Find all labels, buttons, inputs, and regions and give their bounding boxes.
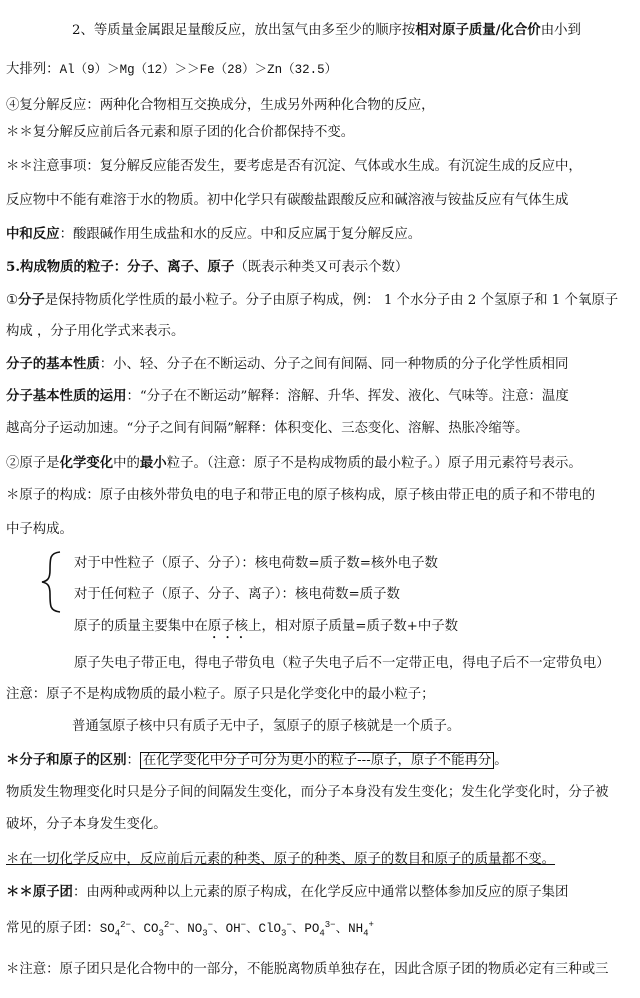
line-atomic-group-def: ＊＊原子团：由两种或两种以上元素的原子构成，在化学反应中通常以整体参加反应的原子集团 [6,884,569,900]
line-hydrogen-nucleus: 普通氢原子核中只有质子无中子，氢原子的原子核就是一个质子。 [72,719,461,734]
ion-list [99,919,374,939]
ion-formula: $PO_4^{3-}$、 [304,919,349,939]
line-molecule-properties: 分子的基本性质：小、轻、分子在不断运动、分子之间有间隔、同一种物质的分子化学性质相同 [6,356,569,372]
line-molecule-applications-cont: 越高分子运动加速。“分子之间有间隔”解释：体积变化、三态变化、溶解、热胀冷缩等。 [6,421,529,436]
ion-formula: $NH_4^+$ [348,919,374,939]
line-molecule-def: ①分子是保持物质化学性质的最小粒子。分子由原子构成，例： 1 个水分子由 2 个氢原子和 1 个氧原子 [6,292,619,308]
line-common-atomic-groups: 常见的原子团：$SO_4^{2-}$、$CO_3^{2-}$、$NO_3^-$、OH−、ClO$_3$−、$PO_4^{3-}$、$NH_4^+$ [6,919,374,939]
line-conservation: ＊在一切化学反应中，反应前后元素的种类、原子的种类、原子的数目和原子的质量都不变。 [6,852,556,867]
ion-formula: $CO_3^{2-}$、 [143,919,188,939]
ion-formula: OH−、 [225,919,259,936]
line-molecule-def-cont: 构成 ，分子用化学式来表示。 [6,324,185,339]
section-heading-particles: 5.构成物质的粒子：分子、离子、原子（既表示种类又可表示个数） [6,259,409,275]
left-brace-icon [40,550,62,614]
line-precautions: ＊＊注意事项：复分解反应能否发生，要考虑是否有沉淀、气体或水生成。有沉淀生成的反应中， [6,159,582,174]
line-atom-structure: ＊原子的构成：原子由核外带负电的电子和带正电的原子核构成，原子核由带正电的质子和不带电的 [6,488,596,503]
line-metal-sequence: 大排列：Al（9）＞Mg（12）＞＞Fe（28）＞Zn（32.5） [6,62,338,77]
line-precautions-cont: 反应物中不能有难溶于水的物质。初中化学只有碳酸盐跟酸反应和碱溶液与铵盐反应有气体生成 [6,193,569,208]
line-atom-def: ②原子是化学变化中的最小粒子。（注意：原子不是构成物质的最小粒子。）原子用元素符号表示。 [6,455,582,471]
line-atom-structure-cont: 中子构成。 [6,522,73,537]
line-atomic-group-note: ＊注意：原子团只是化合物中的一部分，不能脱离物质单独存在，因此含原子团的物质必定有三种或三 [6,962,609,977]
line-metal-hydrogen-order: 2、等质量金属跟足量酸反应，放出氢气由多至少的顺序按相对原子质量/化合价由小到 [72,22,581,38]
line-valence-unchanged: ＊＊复分解反应前后各元素和原子团的化合价都保持不变。 [6,125,355,140]
line-any-particle-rule: 对于任何粒子（原子、分子、离子）：核电荷数=质子数 [74,587,400,602]
line-physical-change: 物质发生物理变化时只是分子间的间隔发生变化，而分子本身没有发生变化；发生化学变化时，分子被 [6,785,609,800]
line-double-decomposition-def: ④复分解反应：两种化合物相互交换成分，生成另外两种化合物的反应， [6,98,435,113]
line-molecule-atom-difference: ＊分子和原子的区别： 在化学变化中分子可分为更小的粒子---原子，原子不能再分 。 [6,752,508,768]
line-neutral-particle-rule: 对于中性粒子（原子、分子）：核电荷数=质子数=核外电子数 [74,556,438,571]
line-atom-note: 注意：原子不是构成物质的最小粒子。原子只是化学变化中的最小粒子； [6,687,435,702]
ion-formula: ClO$_3$−、 [258,919,305,939]
line-electron-charge: 原子失电子带正电，得电子带负电（粒子失电子后不一定带正电，得电子后不一定带负电） [74,656,610,671]
ion-formula: $NO_3^-$、 [187,919,226,939]
line-physical-change-cont: 破坏，分子本身发生变化。 [6,817,167,832]
line-molecule-applications: 分子基本性质的运用：“分子在不断运动”解释：溶解、升华、挥发、液化、气味等。注意：温度 [6,388,569,404]
line-atomic-mass: 原子的质量主要集中在原子核上，相对原子质量=质子数+中子数 [74,619,458,634]
line-neutralization: 中和反应：酸跟碱作用生成盐和水的反应。中和反应属于复分解反应。 [6,226,422,242]
ion-formula: $SO_4^{2-}$、 [99,919,144,939]
